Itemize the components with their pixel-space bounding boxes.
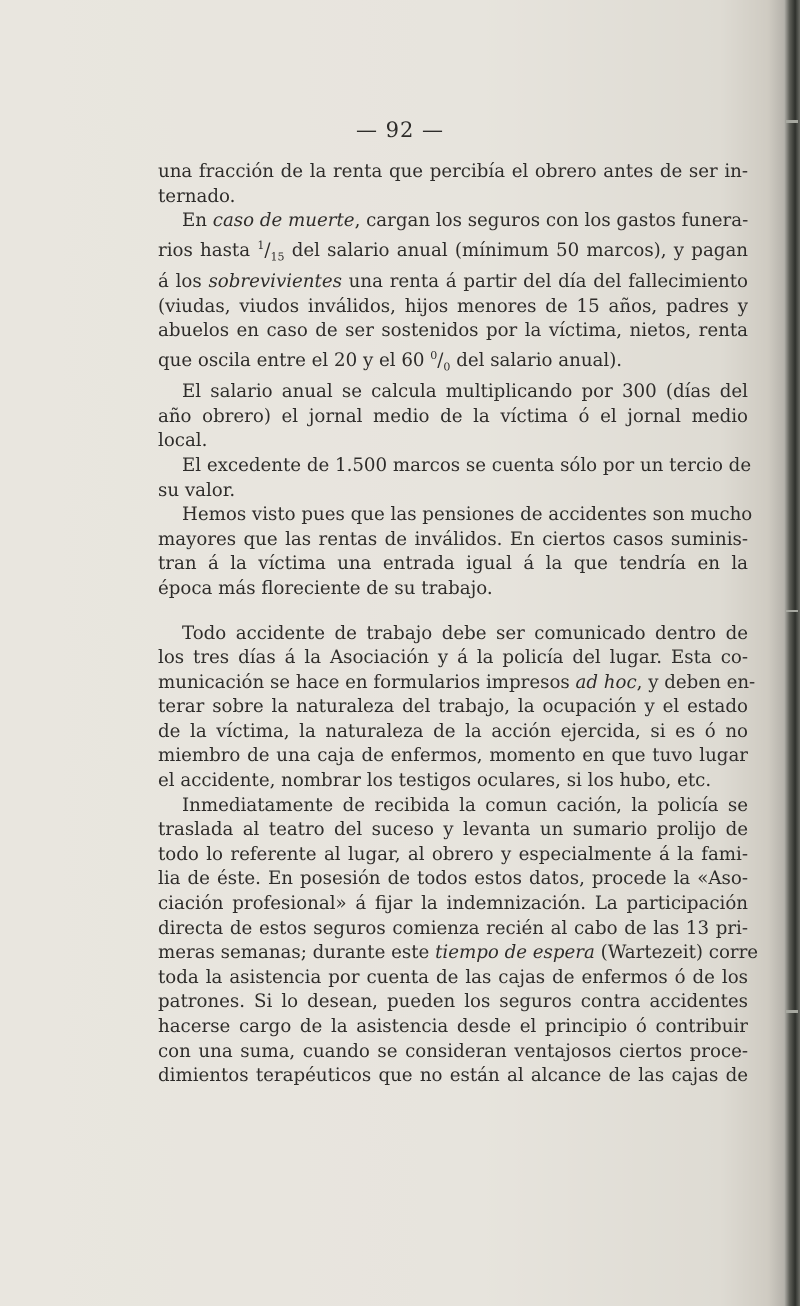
text-line: ciación profesional» á fijar la indemnización. La participación bbox=[158, 893, 748, 915]
text-line: ternado. bbox=[158, 185, 236, 207]
text-line: el accidente, nombrar los testigos oculares, si los hubo, etc. bbox=[158, 770, 712, 792]
text-line: todo lo referente al lugar, al obrero y especialmente á la fami- bbox=[158, 843, 748, 865]
italic-phrase: ad hoc bbox=[575, 671, 637, 693]
text-line: traslada al teatro del suceso y levanta un sumario prolijo de bbox=[158, 819, 748, 841]
paragraph-gap bbox=[158, 602, 748, 622]
text-line: dimientos terapéuticos que no están al alcance de las cajas de bbox=[158, 1065, 748, 1087]
text-line: época más floreciente de su trabajo. bbox=[158, 577, 493, 599]
text-line: toda la asistencia por cuenta de las cajas de enfermos ó de los bbox=[158, 966, 748, 988]
text-line: directa de estos seguros comienza recién al cabo de las 13 pri- bbox=[158, 917, 748, 939]
text-line: lia de éste. En posesión de todos estos datos, procede la «Aso- bbox=[158, 868, 748, 890]
text-line: hacerse cargo de la asistencia desde el principio ó contribuir bbox=[158, 1016, 748, 1037]
text-line: En caso de muerte, cargan los seguros con los gastos funera- bbox=[182, 210, 749, 232]
text-line: El salario anual se calcula multiplicando por 300 (días del bbox=[182, 381, 748, 403]
text-line: que oscila entre el 20 y el 60 $^0/_0$ del salario anual). bbox=[158, 348, 623, 374]
text-line: una fracción de la renta que percibía el obrero antes de ser in- bbox=[158, 161, 748, 182]
text-line: terar sobre la naturaleza del trabajo, la ocupación y el estado bbox=[158, 696, 748, 718]
text-line: á los sobrevivientes una renta á partir del día del fallecimiento bbox=[158, 271, 748, 293]
text-line: (viudas, viudos inválidos, hijos menores de 15 años, padres y bbox=[158, 295, 748, 317]
text-line: tran á la víctima una entrada igual á la que tendría en la bbox=[158, 553, 748, 575]
text-line: meras semanas; durante este tiempo de espera (Wartezeit) corre bbox=[158, 942, 759, 964]
text-line: municación se hace en formularios impresos ad hoc, y deben en- bbox=[158, 671, 756, 693]
text-line: rios hasta $^1/_{15}$ del salario anual (mínimum 50 marcos), y pagan bbox=[158, 238, 748, 264]
text-line: con una suma, cuando se consideran ventajosos ciertos proce- bbox=[158, 1040, 748, 1062]
text-line: Todo accidente de trabajo debe ser comunicado dentro de bbox=[182, 622, 748, 644]
text-line: El excedente de 1.500 marcos se cuenta sólo por un tercio de bbox=[182, 454, 752, 476]
text-line: local. bbox=[158, 430, 208, 452]
text-line: miembro de una caja de enfermos, momento en que tuvo lugar bbox=[158, 745, 748, 767]
text-line: año obrero) el jornal medio de la víctima ó el jornal medio bbox=[158, 405, 748, 427]
text-line: Hemos visto pues que las pensiones de accidentes son mucho bbox=[182, 504, 753, 526]
text-line: de la víctima, la naturaleza de la acción ejercida, si es ó no bbox=[158, 720, 748, 742]
text-line: mayores que las rentas de inválidos. En ciertos casos suminis- bbox=[158, 528, 748, 550]
body-text bbox=[158, 160, 759, 1089]
italic-phrase: sobrevivientes bbox=[208, 271, 342, 293]
text-line: patrones. Si lo desean, pueden los seguros contra accidentes bbox=[158, 991, 748, 1013]
text-line: Inmediatamente de recibida la comun cación, la policía se bbox=[182, 794, 748, 816]
scan-binding-edge bbox=[784, 0, 800, 1306]
italic-phrase: caso de muerte bbox=[212, 210, 355, 232]
text-line: su valor. bbox=[158, 479, 236, 501]
text-line: los tres días á la Asociación y á la policía del lugar. Esta co- bbox=[158, 647, 748, 669]
page-number: — 92 — bbox=[355, 118, 445, 142]
text-line: abuelos en caso de ser sostenidos por la víctima, nietos, renta bbox=[158, 320, 748, 342]
italic-phrase: tiempo de espera bbox=[435, 942, 595, 964]
